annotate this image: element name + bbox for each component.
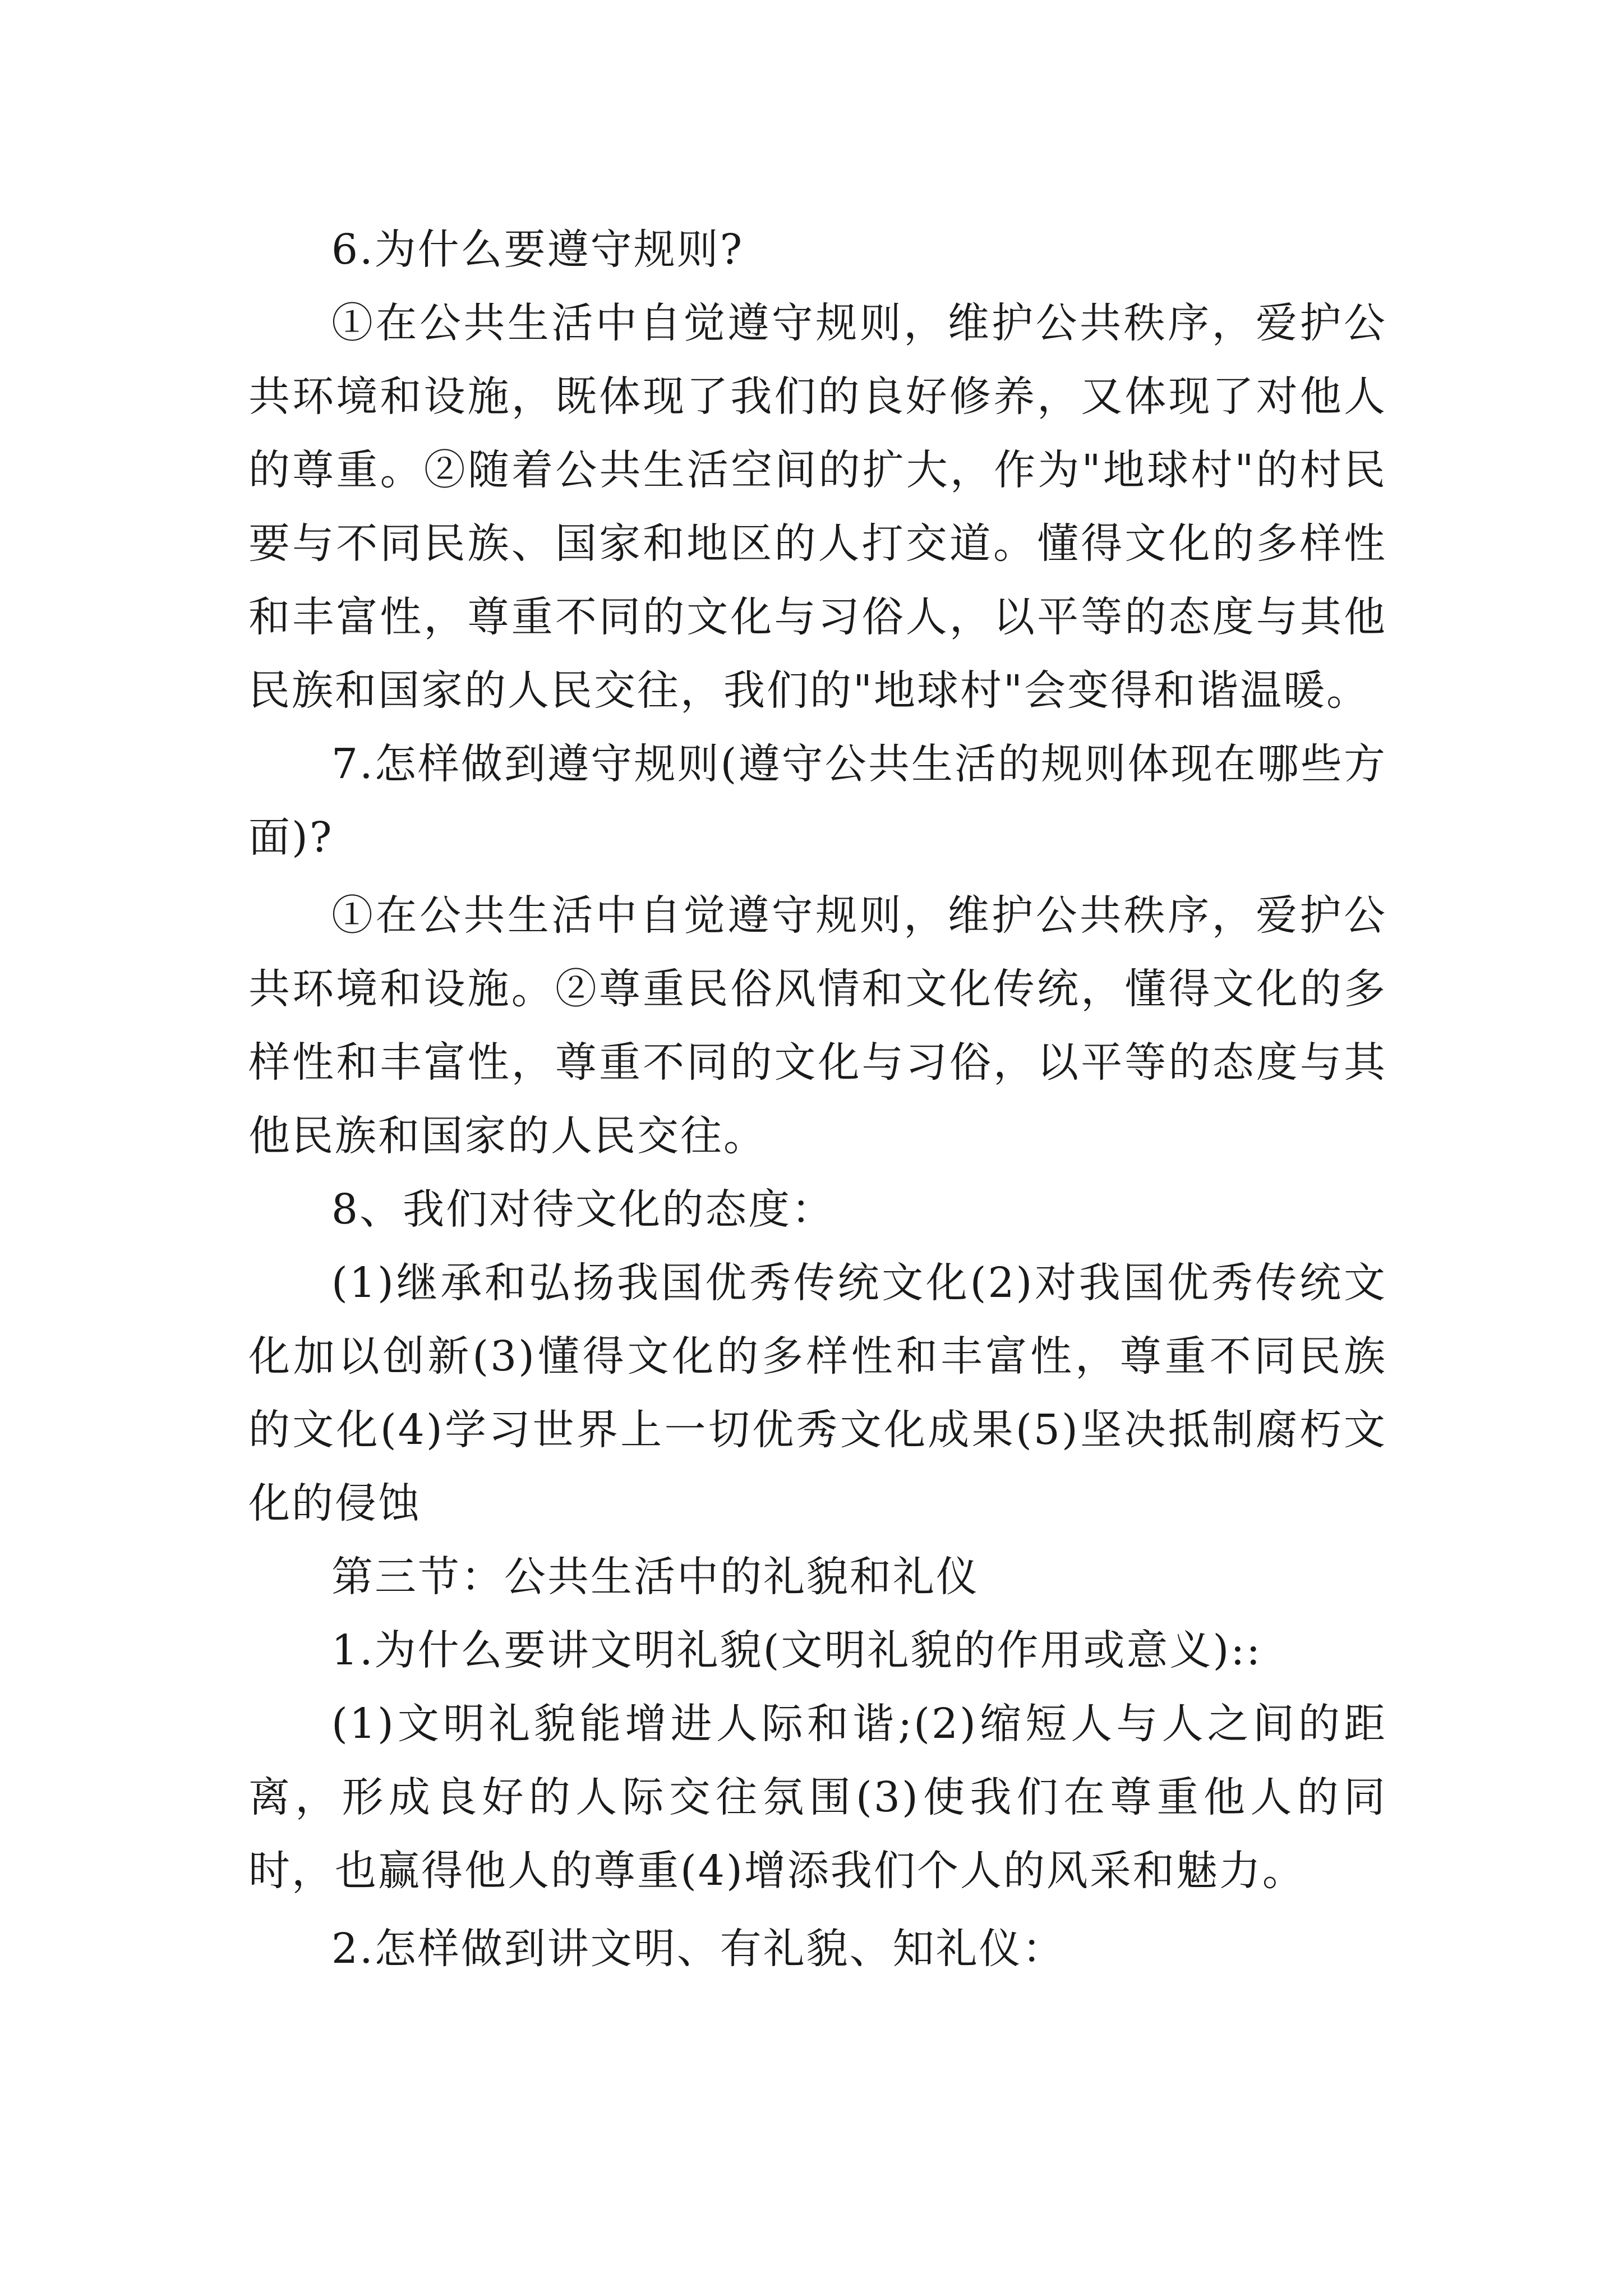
question-8-heading: 8、我们对待文化的态度： xyxy=(331,1185,835,1234)
section-3-question-1-heading: 1.为什么要讲文明礼貌(文明礼貌的作用或意义):: xyxy=(331,1626,1262,1674)
answer-8-paragraph: (1)继承和弘扬我国优秀传统文化(2)对我国优秀传统文化加以创新(3)懂得文化的多样性和丰富性，尊重不同民族的文化(4)学习世界上一切优秀文化成果(5)坚决抵制腐朽文化的侵蚀 xyxy=(248,1259,1387,1527)
section-3-answer-1-paragraph: (1)文明礼貌能增进人际和谐;(2)缩短人与人之间的距离，形成良好的人际交往氛围(3)使我们在尊重他人的同时，也赢得他人的尊重(4)增添我们个人的风采和魅力。 xyxy=(248,1700,1387,1895)
section-3-heading: 第三节：公共生活中的礼貌和礼仪 xyxy=(331,1553,979,1601)
question-6-heading: 6.为什么要遵守规则? xyxy=(331,226,744,274)
answer-7-paragraph: ①在公共生活中自觉遵守规则，维护公共秩序，爱护公共环境和设施。②尊重民俗风情和文化传统，懂得文化的多样性和丰富性，尊重不同的文化与习俗，以平等的态度与其他民族和国家的人民交往。 xyxy=(248,891,1387,1160)
document-body xyxy=(248,213,1387,1986)
answer-6-paragraph: ①在公共生活中自觉遵守规则，维护公共秩序，爱护公共环境和设施，既体现了我们的良好修养，又体现了对他人的尊重。②随着公共生活空间的扩大，作为"地球村"的村民要与不同民族、国家和地区的人打交道。懂得文化的多样性和丰富性，尊重不同的文化与习俗人，以平等的态度与其他民族和国家的人民交往，我们的"地球村"会变得和谐温暖。 xyxy=(248,299,1387,715)
question-7-heading: 7.怎样做到遵守规则(遵守公共生活的规则体现在哪些方面)? xyxy=(248,740,1387,862)
section-3-question-2-heading: 2.怎样做到讲文明、有礼貌、知礼仪： xyxy=(331,1925,1066,1973)
